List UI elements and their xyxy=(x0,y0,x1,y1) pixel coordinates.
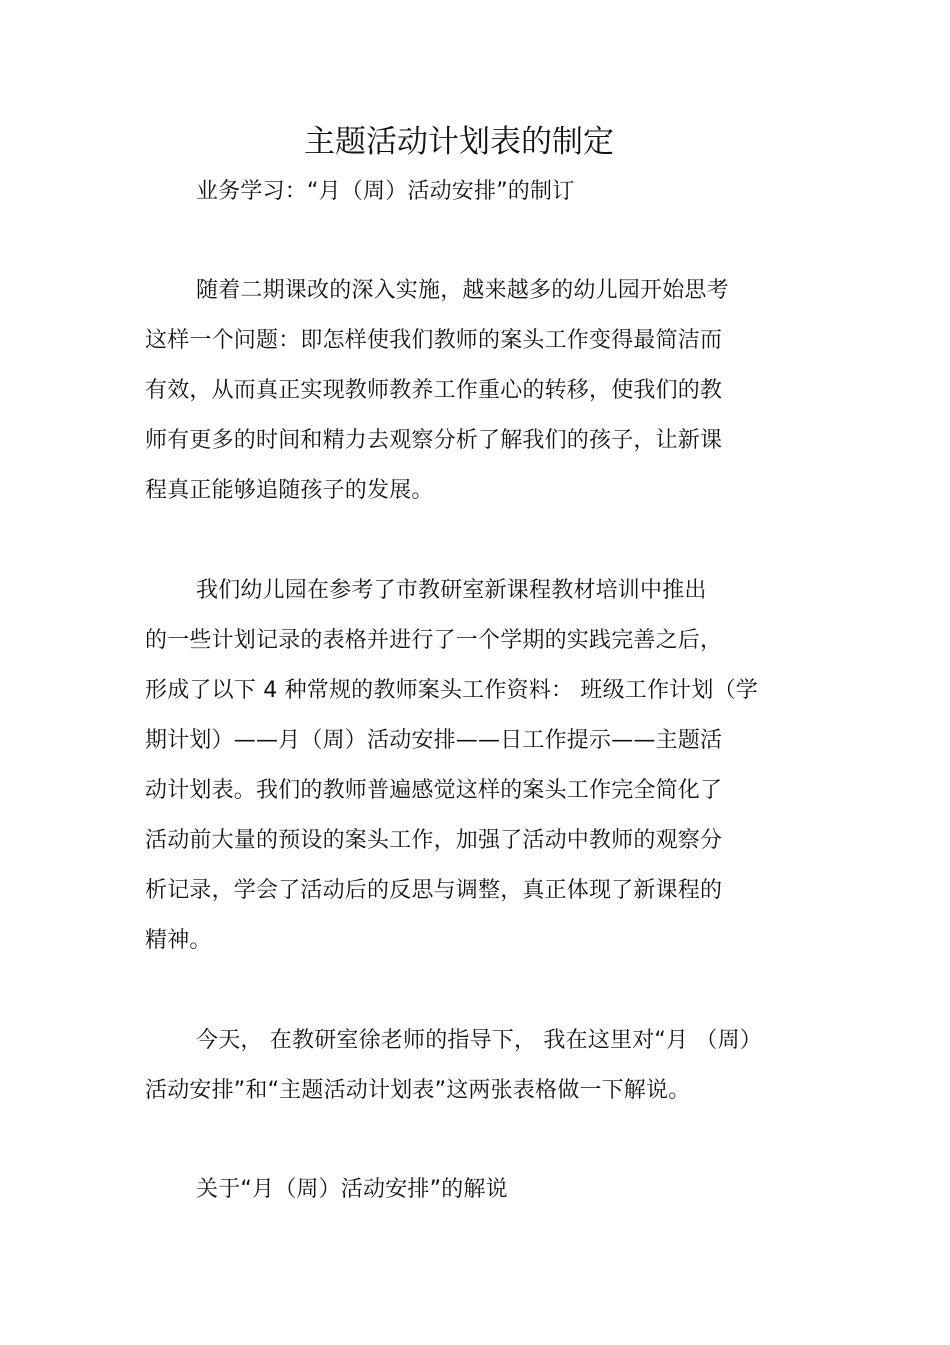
paragraph-2-line: 形成了以下 4 种常规的教师案头工作资料： 班级工作计划（学 xyxy=(145,678,758,703)
document-title: 主题活动计划表的制定 xyxy=(304,124,614,160)
paragraph-1-line: 这样一个问题：即怎样使我们教师的案头工作变得最简洁而 xyxy=(145,328,723,353)
paragraph-2-line: 析记录，学会了活动后的反思与调整，真正体现了新课程的 xyxy=(145,878,723,903)
paragraph-1-line: 随着二期课改的深入实施，越来越多的幼儿园开始思考 xyxy=(196,278,729,303)
paragraph-2-line: 期计划）——月（周）活动安排——日工作提示——主题活 xyxy=(145,728,723,753)
paragraph-1-line: 有效，从而真正实现教师教养工作重心的转移，使我们的教 xyxy=(145,378,723,403)
paragraph-2-line: 的一些计划记录的表格并进行了一个学期的实践完善之后， xyxy=(145,628,723,653)
paragraph-2-line: 活动前大量的预设的案头工作，加强了活动中教师的观察分 xyxy=(145,828,723,853)
paragraph-2-line: 我们幼儿园在参考了市教研室新课程教材培训中推出 xyxy=(196,578,707,603)
paragraph-3-line: 活动安排”和“主题活动计划表”这两张表格做一下解说。 xyxy=(145,1078,691,1103)
paragraph-2-line: 动计划表。我们的教师普遍感觉这样的案头工作完全简化了 xyxy=(145,778,723,803)
paragraph-3-line: 今天， 在教研室徐老师的指导下， 我在这里对“月 （周） xyxy=(196,1028,762,1053)
paragraph-1-line: 程真正能够追随孩子的发展。 xyxy=(145,478,434,503)
paragraph-2-line: 精神。 xyxy=(145,928,212,953)
paragraph-1-line: 师有更多的时间和精力去观察分析了解我们的孩子，让新课 xyxy=(145,428,723,453)
document-subtitle: 业务学习：“月（周）活动安排”的制订 xyxy=(196,179,575,204)
section-heading: 关于“月（周）活动安排”的解说 xyxy=(196,1177,508,1202)
